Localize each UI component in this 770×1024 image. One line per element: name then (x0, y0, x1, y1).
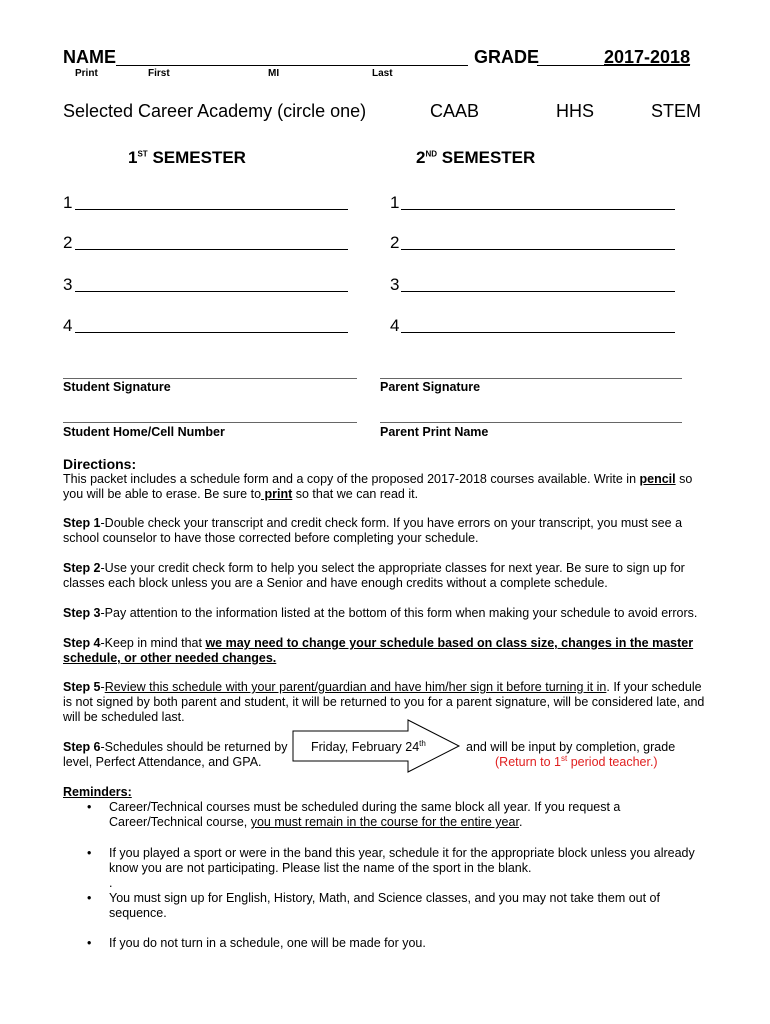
step-4: Step 4-Keep in mind that we may need to change your schedule based on class size, changes in the master schedule, or other needed changes. (63, 636, 694, 665)
bullet-icon: • (87, 891, 92, 905)
student-signature-line[interactable] (63, 370, 357, 379)
parent-signature-label: Parent Signature (380, 380, 481, 394)
name-label: NAME (63, 47, 116, 67)
parent-print-line[interactable] (380, 414, 682, 423)
sem2-row-4-number: 4 (390, 316, 400, 335)
sem2-row-2-number: 2 (390, 233, 400, 252)
sem1-row-1-number: 1 (63, 193, 73, 212)
step-6-continuation: and will be input by completion, grade (466, 740, 676, 754)
return-note: (Return to 1st period teacher.) (495, 753, 658, 769)
school-year: 2017-2018 (604, 47, 691, 67)
parent-signature-line[interactable] (380, 370, 682, 379)
sem2-row-3-field[interactable] (401, 276, 675, 292)
academy-option-stem[interactable]: STEM (651, 101, 702, 121)
sem2-row-2-field[interactable] (401, 234, 675, 250)
academy-label: Selected Career Academy (circle one) (63, 101, 367, 121)
last-label: Last (372, 68, 393, 79)
step-3: Step 3-Pay attention to the information listed at the bottom of this form when making your schedule to avoid errors. (63, 606, 698, 620)
bullet-icon: • (87, 936, 92, 950)
grade-label: GRADE (474, 47, 540, 67)
mi-label: MI (268, 68, 280, 79)
directions-intro: This packet includes a schedule form and a copy of the proposed 2017-2018 courses available. Write in pencil so you will be able to erase. Be sure to print so that we can read it. (63, 472, 693, 501)
student-phone-line[interactable] (63, 414, 357, 423)
sem1-row-4-number: 4 (63, 316, 73, 335)
sem1-row-2-number: 2 (63, 233, 73, 252)
step-1: Step 1-Double check your transcript and credit check form. If you have errors on your transcript, you must see a school counselor to have those corrected before completing your schedule. (63, 516, 683, 545)
sem1-row-2-field[interactable] (75, 234, 348, 250)
directions-heading: Directions: (63, 456, 137, 472)
parent-print-label: Parent Print Name (380, 425, 489, 439)
sem1-row-1-field[interactable] (75, 194, 348, 210)
step-2: Step 2-Use your credit check form to help you select the appropriate classes for next year. Be sure to sign up for classes each block unless you are a Senior and have enough credits without a complete schedule. (63, 561, 685, 590)
academy-option-hhs[interactable]: HHS (556, 101, 595, 121)
first-semester-heading: 1ST SEMESTER (128, 148, 246, 167)
bullet-icon: • (87, 846, 92, 860)
sem1-row-3-number: 3 (63, 275, 73, 294)
sem2-row-1-number: 1 (390, 193, 400, 212)
sem2-row-1-field[interactable] (401, 194, 675, 210)
bullet-icon: • (87, 800, 92, 814)
sem1-row-3-field[interactable] (75, 276, 348, 292)
second-semester-heading: 2ND SEMESTER (416, 148, 536, 167)
academy-option-caab[interactable]: CAAB (430, 101, 480, 121)
sem2-row-4-field[interactable] (401, 317, 675, 333)
sem1-row-4-field[interactable] (75, 317, 348, 333)
name-field[interactable] (116, 48, 468, 66)
student-signature-label: Student Signature (63, 380, 171, 394)
step-5: Step 5-Review this schedule with your parent/guardian and have him/her sign it before turning it in. If your schedule is not signed by both parent and student, it will be returned to you for a parent signature, will be considered late, and will be scheduled last. (63, 680, 705, 724)
sem2-row-3-number: 3 (390, 275, 400, 294)
reminders-heading: Reminders: (63, 785, 132, 799)
step-6: Step 6-Schedules should be returned by level, Perfect Attendance, and GPA. (63, 740, 288, 769)
student-phone-label: Student Home/Cell Number (63, 425, 225, 439)
first-label: First (148, 68, 170, 79)
print-label: Print (75, 68, 98, 79)
arrow-due-date: Friday, February 24th (311, 738, 426, 754)
